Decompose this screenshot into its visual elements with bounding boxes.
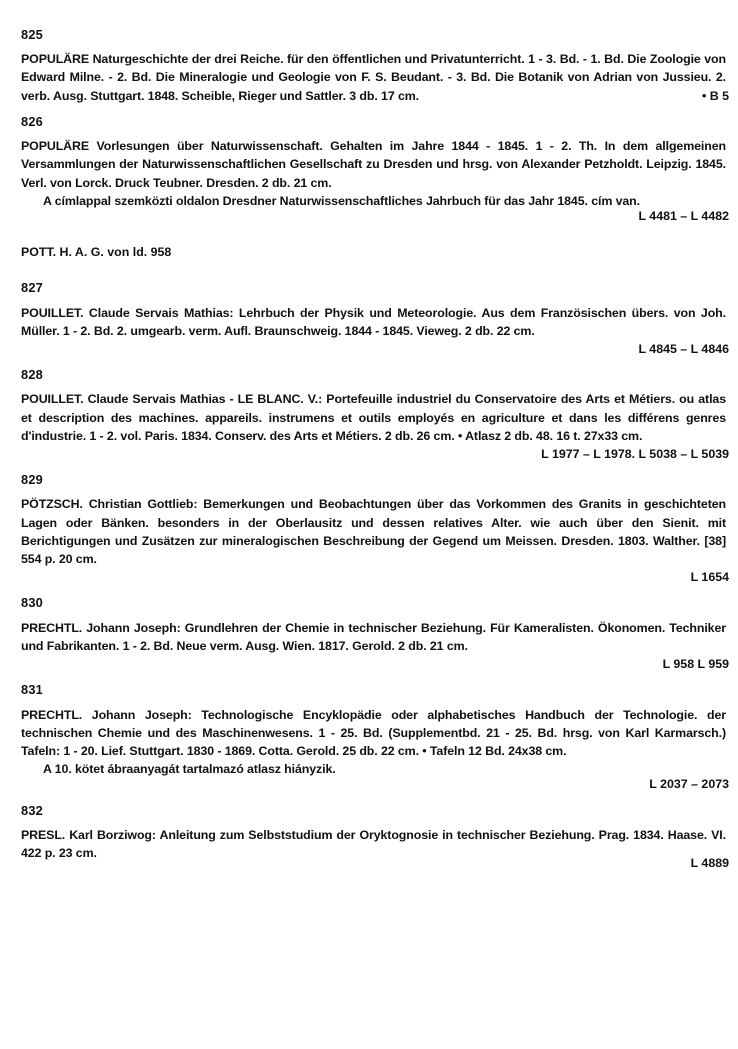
entry-827 <box>21 279 729 358</box>
entry-826 <box>21 113 729 225</box>
entry-signature: L 1654 <box>690 570 729 585</box>
entry-number: 829 <box>21 472 43 488</box>
entry-831 <box>21 681 729 793</box>
entry-text: POPULÄRE Vorlesungen über Naturwissenschaft. Gehalten im Jahre 1844 - 1845. 1 - 2. Th. In dem allgemeinen Versammlungen der Naturwissenschaftlichen Gesellschaft zu Dresden und hrsg. von Alexander Petzholdt. Leipzig. 1845. Verl. von Lorck. Druck Teubner. Dresden. 2 db. 21 cm. <box>21 139 726 190</box>
entry-830 <box>21 594 729 673</box>
entry-text: PRECHTL. Johann Joseph: Grundlehren der Chemie in technischer Beziehung. Für Kameralisten. Ökonomen. Techniker und Fabrikanten. 1 - 2. Bd. Neue verm. Ausg. Wien. 1817. Gerold. 2 db. 21 cm. <box>21 620 726 653</box>
entry-number: 825 <box>21 27 43 42</box>
entry-text: POUILLET. Claude Servais Mathias - LE BLANC. V.: Portefeuille industriel du Conservatoire des Arts et Métiers. ou atlas et description des machines. appareils. instrumens et outils employés en agriculture et dans les différens genres d'industrie. 1 - 2. vol. Paris. 1834. Conserv. des Arts et Métiers. 2 db. 26 cm. • Atlasz 2 db. 48. 16 t. 27x33 cm. <box>21 392 726 443</box>
entry-signature: • B 5 <box>701 88 729 103</box>
entry-number: 827 <box>21 280 43 296</box>
entry-number: 832 <box>21 802 43 818</box>
entry-signature: L 958 L 959 <box>662 657 729 672</box>
entry-825 <box>21 26 729 105</box>
catalog-page <box>21 26 729 872</box>
entry-note: A 10. kötet ábraanyagát tartalmazó atlasz hiányzik. <box>43 762 336 777</box>
entry-text: POPULÄRE Naturgeschichte der drei Reiche. für den öffentlichen und Privatunterricht. 1 - 3. Bd. - 1. Bd. Die Zoologie von Edward Milne. - 2. Bd. Die Mineralogie und Geologie von F. S. Beudant. - 3. Bd. Die Botanik von Adrian von Jussieu. 2. verb. Ausg. Stuttgart. 1848. Scheible, Rieger und Sattler. 3 db. 17 cm. <box>21 52 726 103</box>
entry-signature: L 4845 – L 4846 <box>638 342 729 357</box>
entry-number: 831 <box>21 682 43 698</box>
entry-text: POUILLET. Claude Servais Mathias: Lehrbuch der Physik und Meteorologie. Aus dem Französischen übers. von Joh. Müller. 1 - 2. Bd. 2. umgearb. verm. Aufl. Braunschweig. 1844 - 1845. Vieweg. 2 db. 22 cm. <box>21 305 726 338</box>
entry-signature: L 4481 – L 4482 <box>638 209 729 224</box>
entry-832 <box>21 802 729 873</box>
entry-signature: L 4889 <box>690 856 729 871</box>
entry-signature: L 2037 – 2073 <box>649 777 729 792</box>
entry-828 <box>21 366 729 463</box>
entry-number: 826 <box>21 114 43 130</box>
entry-number: 830 <box>21 595 43 611</box>
cross-reference: POTT. H. A. G. von ld. 958 <box>21 245 172 260</box>
entry-text: PRESL. Karl Borziwog: Anleitung zum Selbststudium der Oryktognosie in technischer Beziehung. Prag. 1834. Haase. VI. 422 p. 23 cm. <box>21 827 726 860</box>
entry-number: 828 <box>21 367 43 383</box>
entry-signature: L 1977 – L 1978. L 5038 – L 5039 <box>541 447 729 462</box>
entry-text: PRECHTL. Johann Joseph: Technologische Encyklopädie oder alphabetisches Handbuch der Technologie. der technischen Chemie und des Maschinenwesens. 1 - 25. Bd. (Supplementbd. 21 - 25. Bd. hrsg. von Karl Karmarsch.) Tafeln: 1 - 20. Lief. Stuttgart. 1830 - 1869. Cotta. Gerold. 25 db. 22 cm. • Tafeln 12 Bd. 24x38 cm. <box>21 707 726 758</box>
entry-829 <box>21 471 729 586</box>
entry-note: A címlappal szemközti oldalon Dresdner Naturwissenschaftliches Jahrbuch für das Jahr 1845. cím van. <box>43 193 640 208</box>
entry-text: PÖTZSCH. Christian Gottlieb: Bemerkungen und Beobachtungen über das Vorkommen des Granits in geschichteten Lagen oder Bänken. besonders in der Oberlausitz und dessen relatives Alter. wie auch über den Sienit. mit Berichtigungen und Zusätzen zur mineralogischen Beschreibung der Gegend um Meissen. Dresden. 1803. Walther. [38] 554 p. 20 cm. <box>21 497 726 567</box>
